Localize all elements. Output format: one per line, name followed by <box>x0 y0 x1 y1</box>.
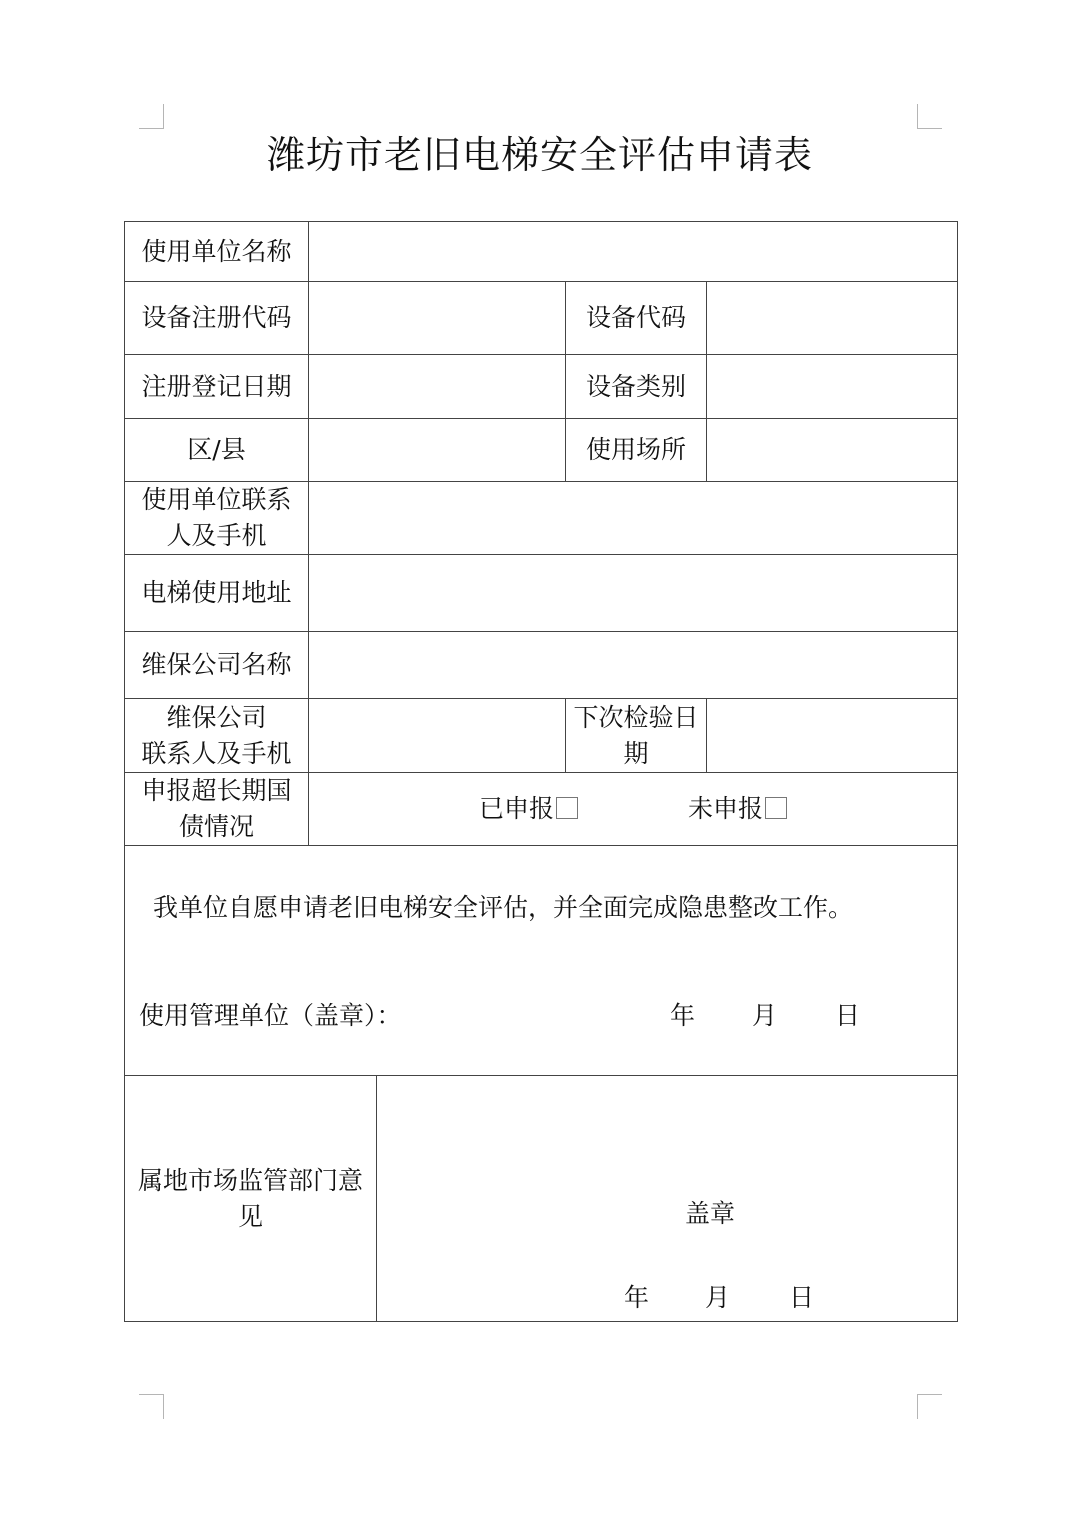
label-next-inspection-line1: 下次检验日 <box>573 702 699 732</box>
label-next-inspection-line2: 期 <box>623 738 649 768</box>
input-device-code[interactable] <box>707 282 958 355</box>
declaration-signature-label: 使用管理单位（盖章）： <box>139 1001 402 1030</box>
label-opinion-line1: 属地市场监管部门意 <box>137 1165 363 1195</box>
row-elevator-address <box>125 555 958 632</box>
label-bond-status <box>125 773 309 846</box>
opinion-cell[interactable] <box>377 1076 958 1322</box>
input-user-unit-name[interactable] <box>309 222 958 282</box>
label-user-contact-line2: 人及手机 <box>166 521 267 550</box>
declaration-day: 日 <box>835 1001 861 1030</box>
label-device-category: 设备类别 <box>566 355 707 419</box>
input-reg-date[interactable] <box>309 355 566 419</box>
label-opinion <box>125 1076 377 1322</box>
input-use-place[interactable] <box>707 419 958 482</box>
checkbox-not-declared[interactable] <box>765 797 787 819</box>
input-elevator-address[interactable] <box>309 555 958 632</box>
option-not-declared-label: 未申报 <box>688 794 764 823</box>
label-opinion-line2: 见 <box>237 1201 263 1231</box>
label-user-unit-name: 使用单位名称 <box>125 222 309 282</box>
label-use-place: 使用场所 <box>566 419 707 482</box>
label-device-reg-code: 设备注册代码 <box>125 282 309 355</box>
label-bond-status-line2: 债情况 <box>178 812 254 841</box>
opinion-stamp: 盖章 <box>685 1199 736 1228</box>
input-maint-company[interactable] <box>309 632 958 699</box>
label-device-code: 设备代码 <box>566 282 707 355</box>
option-not-declared[interactable] <box>688 791 787 827</box>
input-maint-contact[interactable] <box>309 699 566 773</box>
row-maint-company <box>125 632 958 699</box>
label-maint-contact-line1: 维保公司 <box>166 702 267 732</box>
crop-mark-bottom-right <box>917 1394 942 1419</box>
row-declaration <box>125 846 958 1076</box>
crop-mark-bottom-left <box>139 1394 164 1419</box>
row-device-reg-code <box>125 282 958 355</box>
label-elevator-address: 电梯使用地址 <box>125 555 309 632</box>
declaration-cell <box>125 846 958 1076</box>
label-maint-contact-line2: 联系人及手机 <box>141 738 292 768</box>
row-maint-contact <box>125 699 958 773</box>
input-device-reg-code[interactable] <box>309 282 566 355</box>
row-opinion <box>125 1076 958 1322</box>
opinion-year: 年 <box>624 1283 650 1312</box>
input-district[interactable] <box>309 419 566 482</box>
input-next-inspection[interactable] <box>707 699 958 773</box>
label-maint-company: 维保公司名称 <box>125 632 309 699</box>
label-district: 区/县 <box>125 419 309 482</box>
label-maint-contact <box>125 699 309 773</box>
label-user-contact-line1: 使用单位联系 <box>141 485 292 514</box>
opinion-day: 日 <box>789 1283 815 1312</box>
row-user-unit-name <box>125 222 958 282</box>
option-declared-label: 已申报 <box>478 794 554 823</box>
application-form-table <box>124 221 958 1322</box>
row-reg-date <box>125 355 958 419</box>
bond-options <box>309 773 958 846</box>
opinion-month: 月 <box>705 1283 731 1312</box>
label-bond-status-line1: 申报超长期国 <box>141 776 292 805</box>
row-user-contact <box>125 482 958 555</box>
page-title: 潍坊市老旧电梯安全评估申请表 <box>266 133 813 177</box>
declaration-text: 我单位自愿申请老旧电梯安全评估，并全面完成隐患整改工作。 <box>153 893 854 922</box>
input-device-category[interactable] <box>707 355 958 419</box>
label-next-inspection <box>566 699 707 773</box>
input-user-contact[interactable] <box>309 482 958 555</box>
row-bond-status <box>125 773 958 846</box>
option-declared[interactable] <box>479 791 578 827</box>
label-user-contact <box>125 482 309 555</box>
declaration-year: 年 <box>670 1001 696 1030</box>
row-district <box>125 419 958 482</box>
checkbox-declared[interactable] <box>556 797 578 819</box>
bond-options-row <box>311 791 955 827</box>
declaration-month: 月 <box>752 1001 778 1030</box>
label-reg-date: 注册登记日期 <box>125 355 309 419</box>
